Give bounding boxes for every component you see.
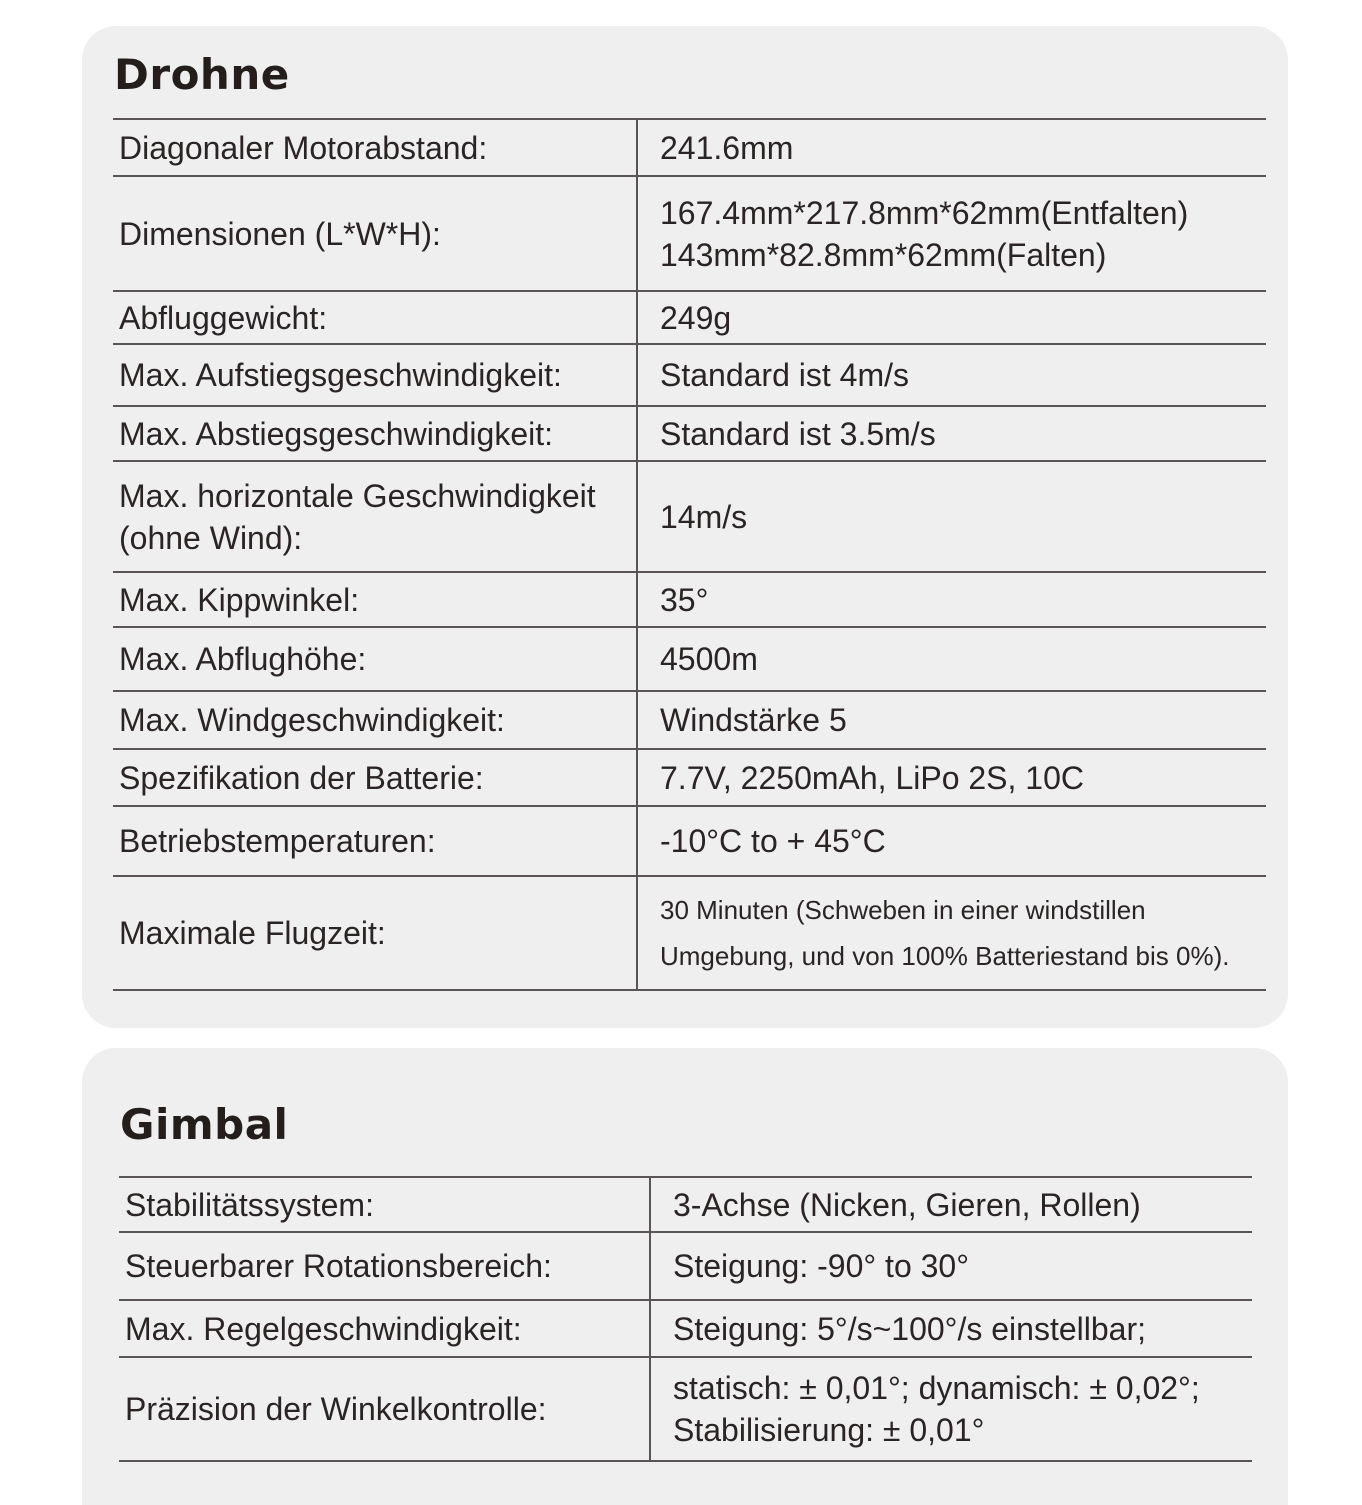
drohne-section-title: Drohne [114, 50, 290, 99]
spec-label-line: (ohne Wind): [119, 519, 303, 556]
spec-row-abflughoehe [113, 627, 1266, 691]
spec-value: Steigung: 5°/s~100°/s einstellbar; [650, 1300, 1252, 1357]
spec-label: Betriebstemperaturen: [113, 806, 637, 876]
spec-value: Standard ist 3.5m/s [637, 406, 1266, 461]
spec-label: Stabilitätssystem: [119, 1177, 650, 1232]
spec-value: 249g [637, 291, 1266, 344]
spec-value-line: Umgebung, und von 100% Batteriestand bis 0%). [660, 941, 1230, 971]
spec-row-dimensionen [113, 176, 1266, 291]
spec-value: 35° [637, 572, 1266, 627]
drohne-spec-table [113, 118, 1266, 991]
spec-label: Diagonaler Motorabstand: [113, 119, 637, 176]
spec-value [637, 176, 1266, 291]
spec-value: Standard ist 4m/s [637, 344, 1266, 406]
spec-label: Spezifikation der Batterie: [113, 749, 637, 806]
spec-label: Max. Aufstiegsgeschwindigkeit: [113, 344, 637, 406]
spec-value: Windstärke 5 [637, 691, 1266, 749]
gimbal-spec-card [82, 1048, 1288, 1505]
spec-value-line: Stabilisierung: ± 0,01° [673, 1412, 985, 1448]
spec-value-line: 143mm*82.8mm*62mm(Falten) [660, 236, 1107, 273]
spec-value-line: statisch: ± 0,01°; dynamisch: ± 0,02°; [673, 1370, 1200, 1406]
gimbal-spec-table [119, 1176, 1252, 1462]
spec-value: Steigung: -90° to 30° [650, 1232, 1252, 1300]
spec-label [113, 461, 637, 572]
spec-row-stabilitaet [119, 1177, 1252, 1232]
spec-label: Dimensionen (L*W*H): [113, 176, 637, 291]
spec-label: Maximale Flugzeit: [113, 876, 637, 990]
spec-row-batterie [113, 749, 1266, 806]
spec-row-abfluggewicht [113, 291, 1266, 344]
spec-row-kippwinkel [113, 572, 1266, 627]
spec-label: Max. Regelgeschwindigkeit: [119, 1300, 650, 1357]
spec-row-regel [119, 1300, 1252, 1357]
spec-row-praezision [119, 1357, 1252, 1461]
spec-label: Präzision der Winkelkontrolle: [119, 1357, 650, 1461]
spec-value: 4500m [637, 627, 1266, 691]
spec-row-motorabstand [113, 119, 1266, 176]
spec-label: Max. Windgeschwindigkeit: [113, 691, 637, 749]
spec-row-flugzeit [113, 876, 1266, 990]
spec-row-wind [113, 691, 1266, 749]
spec-label: Max. Abstiegsgeschwindigkeit: [113, 406, 637, 461]
spec-label: Max. Abflughöhe: [113, 627, 637, 691]
spec-value: 3-Achse (Nicken, Gieren, Rollen) [650, 1177, 1252, 1232]
spec-value: 14m/s [637, 461, 1266, 572]
spec-label-line: Max. horizontale Geschwindigkeit [119, 477, 596, 514]
spec-value [637, 876, 1266, 990]
spec-value-line: 30 Minuten (Schweben in einer windstillen [660, 895, 1146, 925]
spec-value: 7.7V, 2250mAh, LiPo 2S, 10C [637, 749, 1266, 806]
spec-value: 241.6mm [637, 119, 1266, 176]
spec-row-rotation [119, 1232, 1252, 1300]
spec-value-line: 167.4mm*217.8mm*62mm(Entfalten) [660, 194, 1189, 231]
gimbal-section-title: Gimbal [120, 1100, 289, 1149]
spec-label: Max. Kippwinkel: [113, 572, 637, 627]
spec-value [650, 1357, 1252, 1461]
spec-row-horizontal [113, 461, 1266, 572]
spec-row-abstieg [113, 406, 1266, 461]
spec-row-temperatur [113, 806, 1266, 876]
spec-row-aufstieg [113, 344, 1266, 406]
spec-label: Steuerbarer Rotationsbereich: [119, 1232, 650, 1300]
drohne-spec-card [82, 26, 1288, 1028]
spec-label: Abfluggewicht: [113, 291, 637, 344]
spec-value: -10°C to + 45°C [637, 806, 1266, 876]
